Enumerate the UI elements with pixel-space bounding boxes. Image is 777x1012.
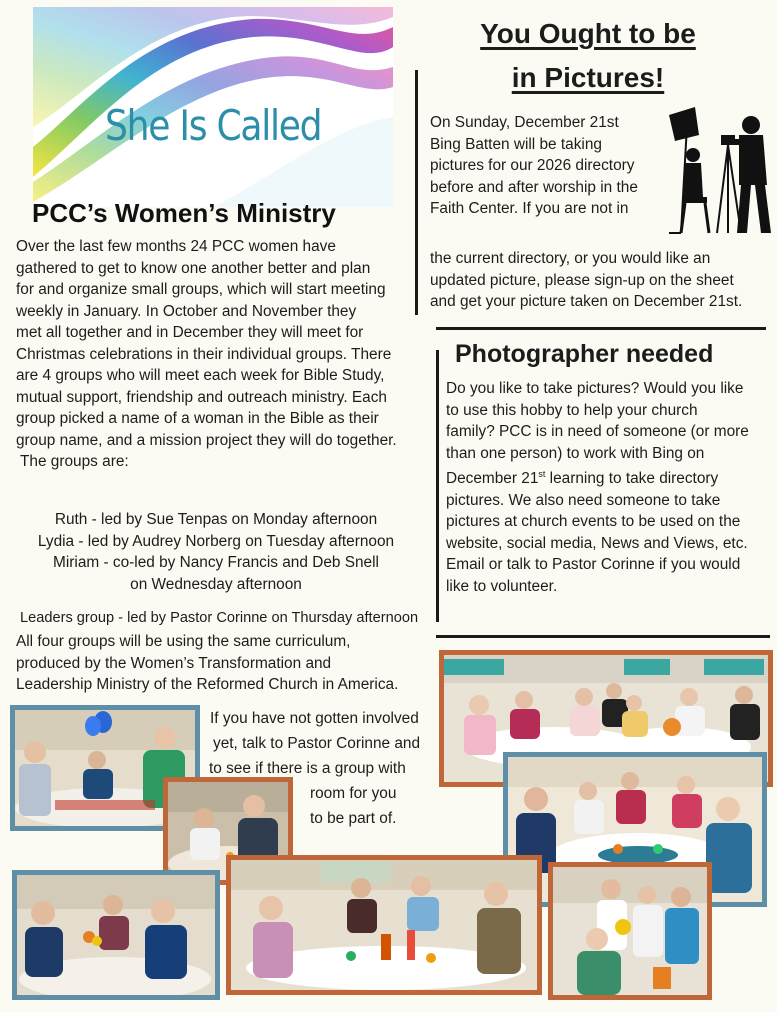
- text-line: Faith Center. If you are not in: [430, 200, 629, 217]
- photographer-silhouette-icon: [655, 105, 775, 237]
- she-is-called-banner: [33, 7, 393, 207]
- text-line: family? PCC is in need of someone (or more: [446, 423, 749, 440]
- section-divider-2: [436, 635, 770, 638]
- pictures-text-wide: [430, 248, 770, 313]
- text-line: [446, 464, 771, 490]
- group-lydia: Lydia - led by Audrey Norberg on Tuesday afternoon: [37, 532, 395, 550]
- text-line: group picked a name of a woman in the Bible as their: [16, 410, 379, 427]
- date-text: December 21: [446, 470, 539, 488]
- photographer-title: Photographer needed: [455, 340, 714, 368]
- text-line: updated picture, please sign-up on the sheet: [430, 271, 734, 289]
- text-line: Christmas celebrations in their individual groups. There: [16, 345, 392, 363]
- text-line: Do you like to take pictures? Would you like: [446, 380, 744, 397]
- photographer-divider: [436, 350, 439, 622]
- text-line: mutual support, friendship and outreach ministry. Each: [16, 388, 387, 406]
- text-line: weekly in January. In October and November they: [16, 302, 357, 320]
- pictures-headline: [438, 12, 738, 100]
- banner-title: She Is Called: [105, 101, 322, 150]
- text-line: like to volunteer.: [446, 577, 558, 595]
- text-line: Email or talk to Pastor Corinne if you would: [446, 556, 741, 574]
- leaders-group: Leaders group - led by Pastor Corinne on Thursday afternoon: [20, 610, 419, 626]
- date-suffix: st: [538, 469, 546, 479]
- column-divider: [415, 70, 418, 315]
- text-line: All four groups will be using the same curriculum,: [16, 633, 351, 650]
- text-line: group name, and a mission project they will do together.: [16, 431, 397, 449]
- text-line: pictures at church events to be used on the: [446, 513, 741, 531]
- section-divider-1: [436, 327, 766, 330]
- invite-line-1: If you have not gotten involved: [210, 710, 419, 727]
- group-miriam-day: on Wednesday afternoon: [130, 575, 302, 593]
- invite-line-5: to be part of.: [310, 810, 397, 827]
- groups-list: [16, 509, 416, 595]
- text-line: before and after worship in the: [430, 178, 638, 196]
- group-miriam: Miriam - co-led by Nancy Francis and Deb Snell: [53, 554, 379, 571]
- text-line: for and organize small groups, which will start meeting: [16, 281, 386, 298]
- text-line: pictures for our 2026 directory: [430, 157, 635, 174]
- text-line: and get your picture taken on December 21st.: [430, 293, 743, 310]
- text-line: to use this hobby to help your church: [446, 401, 698, 419]
- text-fragment: learning to take directory: [545, 470, 719, 488]
- text-line: gathered to get to know one another better and plan: [16, 259, 371, 277]
- ministry-title: PCC’s Women’s Ministry: [32, 198, 336, 228]
- text-line: Bing Batten will be taking: [430, 135, 602, 153]
- group-photo-table-center: [226, 855, 542, 995]
- photographer-text: [446, 378, 771, 597]
- text-line: Over the last few months 24 PCC women have: [16, 238, 336, 255]
- ministry-paragraph-2: [16, 631, 436, 696]
- text-line: website, social media, News and Views, etc.: [446, 534, 748, 552]
- pictures-text-narrow: [430, 112, 670, 220]
- group-photo-table-left: [12, 870, 220, 1000]
- headline-line-2: in Pictures!: [511, 62, 665, 93]
- headline-line-1: You Ought to be: [480, 18, 696, 49]
- text-line: are 4 groups who will meet each week for Bible Study,: [16, 367, 385, 384]
- invite-line-4: room for you: [310, 785, 397, 802]
- text-line: The groups are:: [16, 453, 129, 470]
- group-photo-four-women: [548, 862, 712, 1000]
- group-ruth: Ruth - led by Sue Tenpas on Monday afternoon: [54, 511, 378, 528]
- text-line: produced by the Women’s Transformation and: [16, 654, 332, 672]
- text-line: pictures. We also need someone to take: [446, 491, 721, 509]
- text-line: than one person) to work with Bing on: [446, 444, 705, 462]
- ministry-paragraph-1: [16, 236, 421, 473]
- invite-line-2: yet, talk to Pastor Corinne and: [213, 735, 421, 752]
- text-line: On Sunday, December 21st: [430, 114, 619, 131]
- text-line: Leadership Ministry of the Reformed Church in America.: [16, 676, 399, 693]
- text-line: met all together and in December they will meet for: [16, 324, 364, 341]
- text-line: the current directory, or you would like an: [430, 250, 711, 267]
- invite-line-3: to see if there is a group with: [209, 760, 406, 777]
